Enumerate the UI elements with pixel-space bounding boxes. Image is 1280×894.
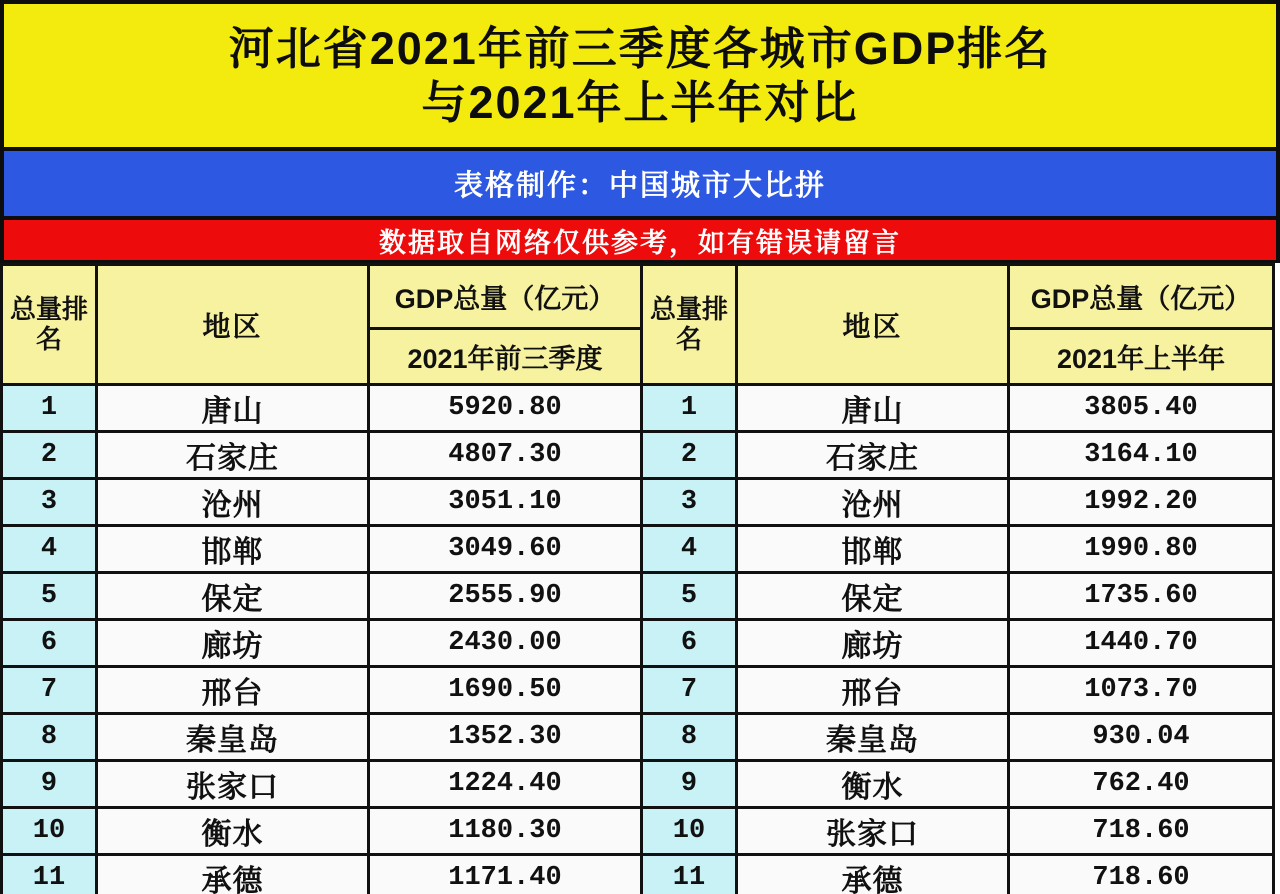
region-cell: 承德 [97,855,369,894]
value-cell: 1990.80 [1009,526,1274,573]
region-cell: 张家口 [97,761,369,808]
value-cell: 718.60 [1009,808,1274,855]
value-cell: 2430.00 [369,620,642,667]
rank-cell: 8 [2,714,97,761]
header-gdp-right: GDP总量（亿元） [1009,265,1274,329]
region-cell: 石家庄 [97,432,369,479]
notice-text: 数据取自网络仅供参考，如有错误请留言 [379,227,901,258]
rank-cell: 11 [2,855,97,894]
value-cell: 3805.40 [1009,385,1274,432]
rank-cell: 7 [642,667,737,714]
region-cell: 廊坊 [97,620,369,667]
header-row-1 [2,265,1274,329]
rank-cell: 6 [2,620,97,667]
rank-cell: 10 [642,808,737,855]
value-cell: 1224.40 [369,761,642,808]
region-cell: 衡水 [737,761,1009,808]
rank-cell: 3 [642,479,737,526]
table-row [2,620,1274,667]
value-cell: 4807.30 [369,432,642,479]
region-cell: 唐山 [97,385,369,432]
value-cell: 3164.10 [1009,432,1274,479]
table-row [2,479,1274,526]
header-period-left: 2021年前三季度 [369,329,642,385]
rank-cell: 2 [2,432,97,479]
region-cell: 秦皇岛 [97,714,369,761]
value-cell: 718.60 [1009,855,1274,894]
rank-cell: 9 [642,761,737,808]
rank-cell: 4 [642,526,737,573]
rank-cell: 11 [642,855,737,894]
page-title-line1: 河北省2021年前三季度各城市GDP排名 [228,23,1052,75]
notice-banner [0,220,1280,263]
region-cell: 秦皇岛 [737,714,1009,761]
value-cell: 3049.60 [369,526,642,573]
value-cell: 1440.70 [1009,620,1274,667]
region-cell: 保定 [97,573,369,620]
table-row [2,855,1274,894]
region-cell: 沧州 [97,479,369,526]
region-cell: 邯郸 [97,526,369,573]
value-cell: 5920.80 [369,385,642,432]
value-cell: 1992.20 [1009,479,1274,526]
table-row [2,526,1274,573]
value-cell: 1171.40 [369,855,642,894]
header-rank-right: 总量排名 [642,265,737,385]
region-cell: 唐山 [737,385,1009,432]
table-row [2,667,1274,714]
region-cell: 承德 [737,855,1009,894]
rank-cell: 9 [2,761,97,808]
header-region-right: 地区 [737,265,1009,385]
value-cell: 762.40 [1009,761,1274,808]
region-cell: 沧州 [737,479,1009,526]
region-cell: 邢台 [97,667,369,714]
header-rank-left: 总量排名 [2,265,97,385]
header-region-left: 地区 [97,265,369,385]
rank-cell: 1 [2,385,97,432]
value-cell: 3051.10 [369,479,642,526]
rank-cell: 5 [2,573,97,620]
region-cell: 廊坊 [737,620,1009,667]
rank-cell: 5 [642,573,737,620]
credit-text: 表格制作：中国城市大比拼 [453,170,826,202]
header-period-right: 2021年上半年 [1009,329,1274,385]
rank-cell: 8 [642,714,737,761]
value-cell: 930.04 [1009,714,1274,761]
value-cell: 1690.50 [369,667,642,714]
rank-cell: 6 [642,620,737,667]
value-cell: 1352.30 [369,714,642,761]
table-row [2,385,1274,432]
value-cell: 1180.30 [369,808,642,855]
table-row [2,714,1274,761]
rank-cell: 7 [2,667,97,714]
title-banner [0,0,1280,151]
table-row [2,761,1274,808]
value-cell: 1073.70 [1009,667,1274,714]
region-cell: 邯郸 [737,526,1009,573]
rank-cell: 3 [2,479,97,526]
region-cell: 张家口 [737,808,1009,855]
region-cell: 保定 [737,573,1009,620]
credit-banner [0,151,1280,220]
table-row [2,573,1274,620]
rank-cell: 2 [642,432,737,479]
gdp-table-body [2,385,1274,894]
page-title-line2: 与2021年上半年对比 [421,76,859,128]
rank-cell: 10 [2,808,97,855]
region-cell: 邢台 [737,667,1009,714]
value-cell: 2555.90 [369,573,642,620]
gdp-comparison-table-wrap [0,263,1272,894]
region-cell: 衡水 [97,808,369,855]
gdp-comparison-table [0,263,1275,894]
table-row [2,432,1274,479]
region-cell: 石家庄 [737,432,1009,479]
header-gdp-left: GDP总量（亿元） [369,265,642,329]
rank-cell: 1 [642,385,737,432]
value-cell: 1735.60 [1009,573,1274,620]
table-row [2,808,1274,855]
rank-cell: 4 [2,526,97,573]
